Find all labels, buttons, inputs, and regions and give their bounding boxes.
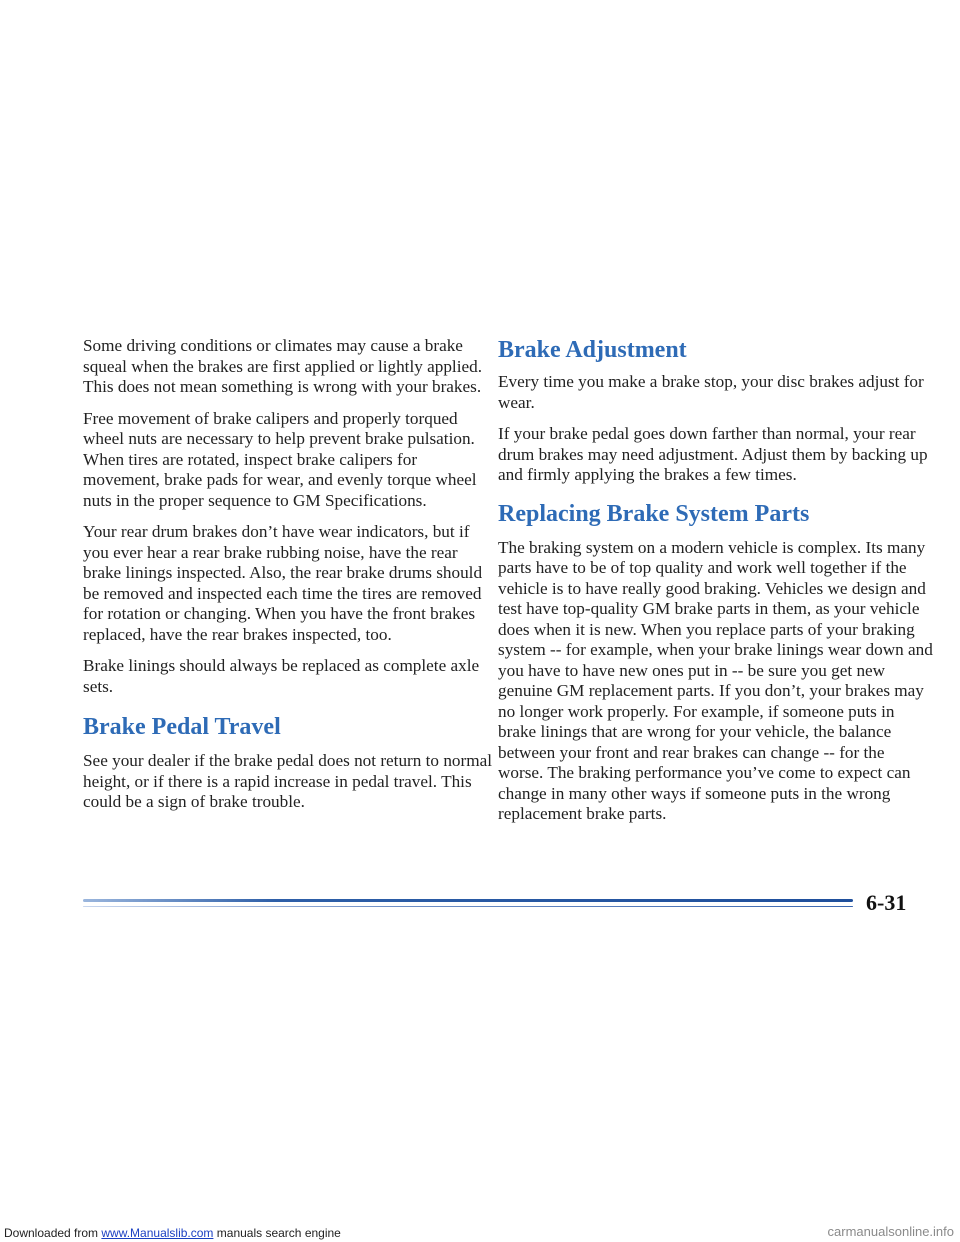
brake-adjustment-heading: Brake Adjustment: [498, 337, 687, 363]
brake-pedal-travel-heading: Brake Pedal Travel: [83, 714, 281, 740]
manualslib-link[interactable]: www.Manualslib.com: [101, 1226, 214, 1240]
download-prefix: Downloaded from: [4, 1226, 102, 1240]
page-rule: [83, 893, 853, 913]
right-column: [498, 336, 933, 836]
watermark: carmanualsonline.info: [827, 1224, 954, 1239]
axle-sets-paragraph: Brake linings should always be replaced as complete axle sets.: [83, 656, 480, 696]
rule-thin-line: [83, 906, 853, 907]
disc-brakes-paragraph: Every time you make a brake stop, your disc brakes adjust for wear.: [498, 372, 924, 412]
replacement-parts-paragraph: The braking system on a modern vehicle is complex. Its many parts have to be of top quality and work well together if the vehicle is to have really good braking. Vehicles we design and test have top-quality GM brake parts in them, as your vehicle does when it is new. When you replace parts of your braking system -- for example, when your brake linings wear down and you have to have new ones put in -- be sure you get new genuine GM replacement parts. If you don’t, your brakes may no longer work properly. For example, if someone puts in brake linings that are wrong for your vehicle, the balance between your front and rear brakes can change -- for the worse. The braking performance you’ve come to expect can change in many other ways if someone puts in the wrong replacement brake parts.: [498, 537, 933, 823]
page-number: 6-31: [866, 890, 907, 915]
pedal-travel-paragraph: See your dealer if the brake pedal does not return to normal height, or if there is a rapid increase in pedal travel. This could be a sign of brake trouble.: [83, 751, 493, 811]
left-column: [83, 336, 493, 824]
brake-squeal-paragraph: Some driving conditions or climates may cause a brake squeal when the brakes are first applied or lightly applied. This does not mean something is wrong with your brakes.: [83, 336, 483, 396]
download-notice: [4, 1225, 341, 1242]
replacing-parts-heading: Replacing Brake System Parts: [498, 500, 810, 527]
rule-thick-line: [83, 899, 853, 902]
drum-adjustment-paragraph: If your brake pedal goes down farther than normal, your rear drum brakes may need adjustment. Adjust them by backing up and firmly applying the brakes a few times.: [498, 424, 928, 484]
rear-drum-paragraph: Your rear drum brakes don’t have wear indicators, but if you ever hear a rear brake rubbing noise, have the rear brake linings inspected. Also, the rear brake drums should be removed and inspected each time the tires are removed for rotation or changing. When you have the front brakes replaced, have the rear brakes inspected, too.: [83, 522, 483, 644]
footer-bar: [0, 1225, 960, 1242]
download-suffix: manuals search engine: [213, 1226, 341, 1240]
caliper-movement-paragraph: Free movement of brake calipers and properly torqued wheel nuts are necessary to help prevent brake pulsation. When tires are rotated, inspect brake calipers for movement, brake pads for wear, and evenly torque wheel nuts in the proper sequence to GM Specifications.: [83, 408, 477, 510]
